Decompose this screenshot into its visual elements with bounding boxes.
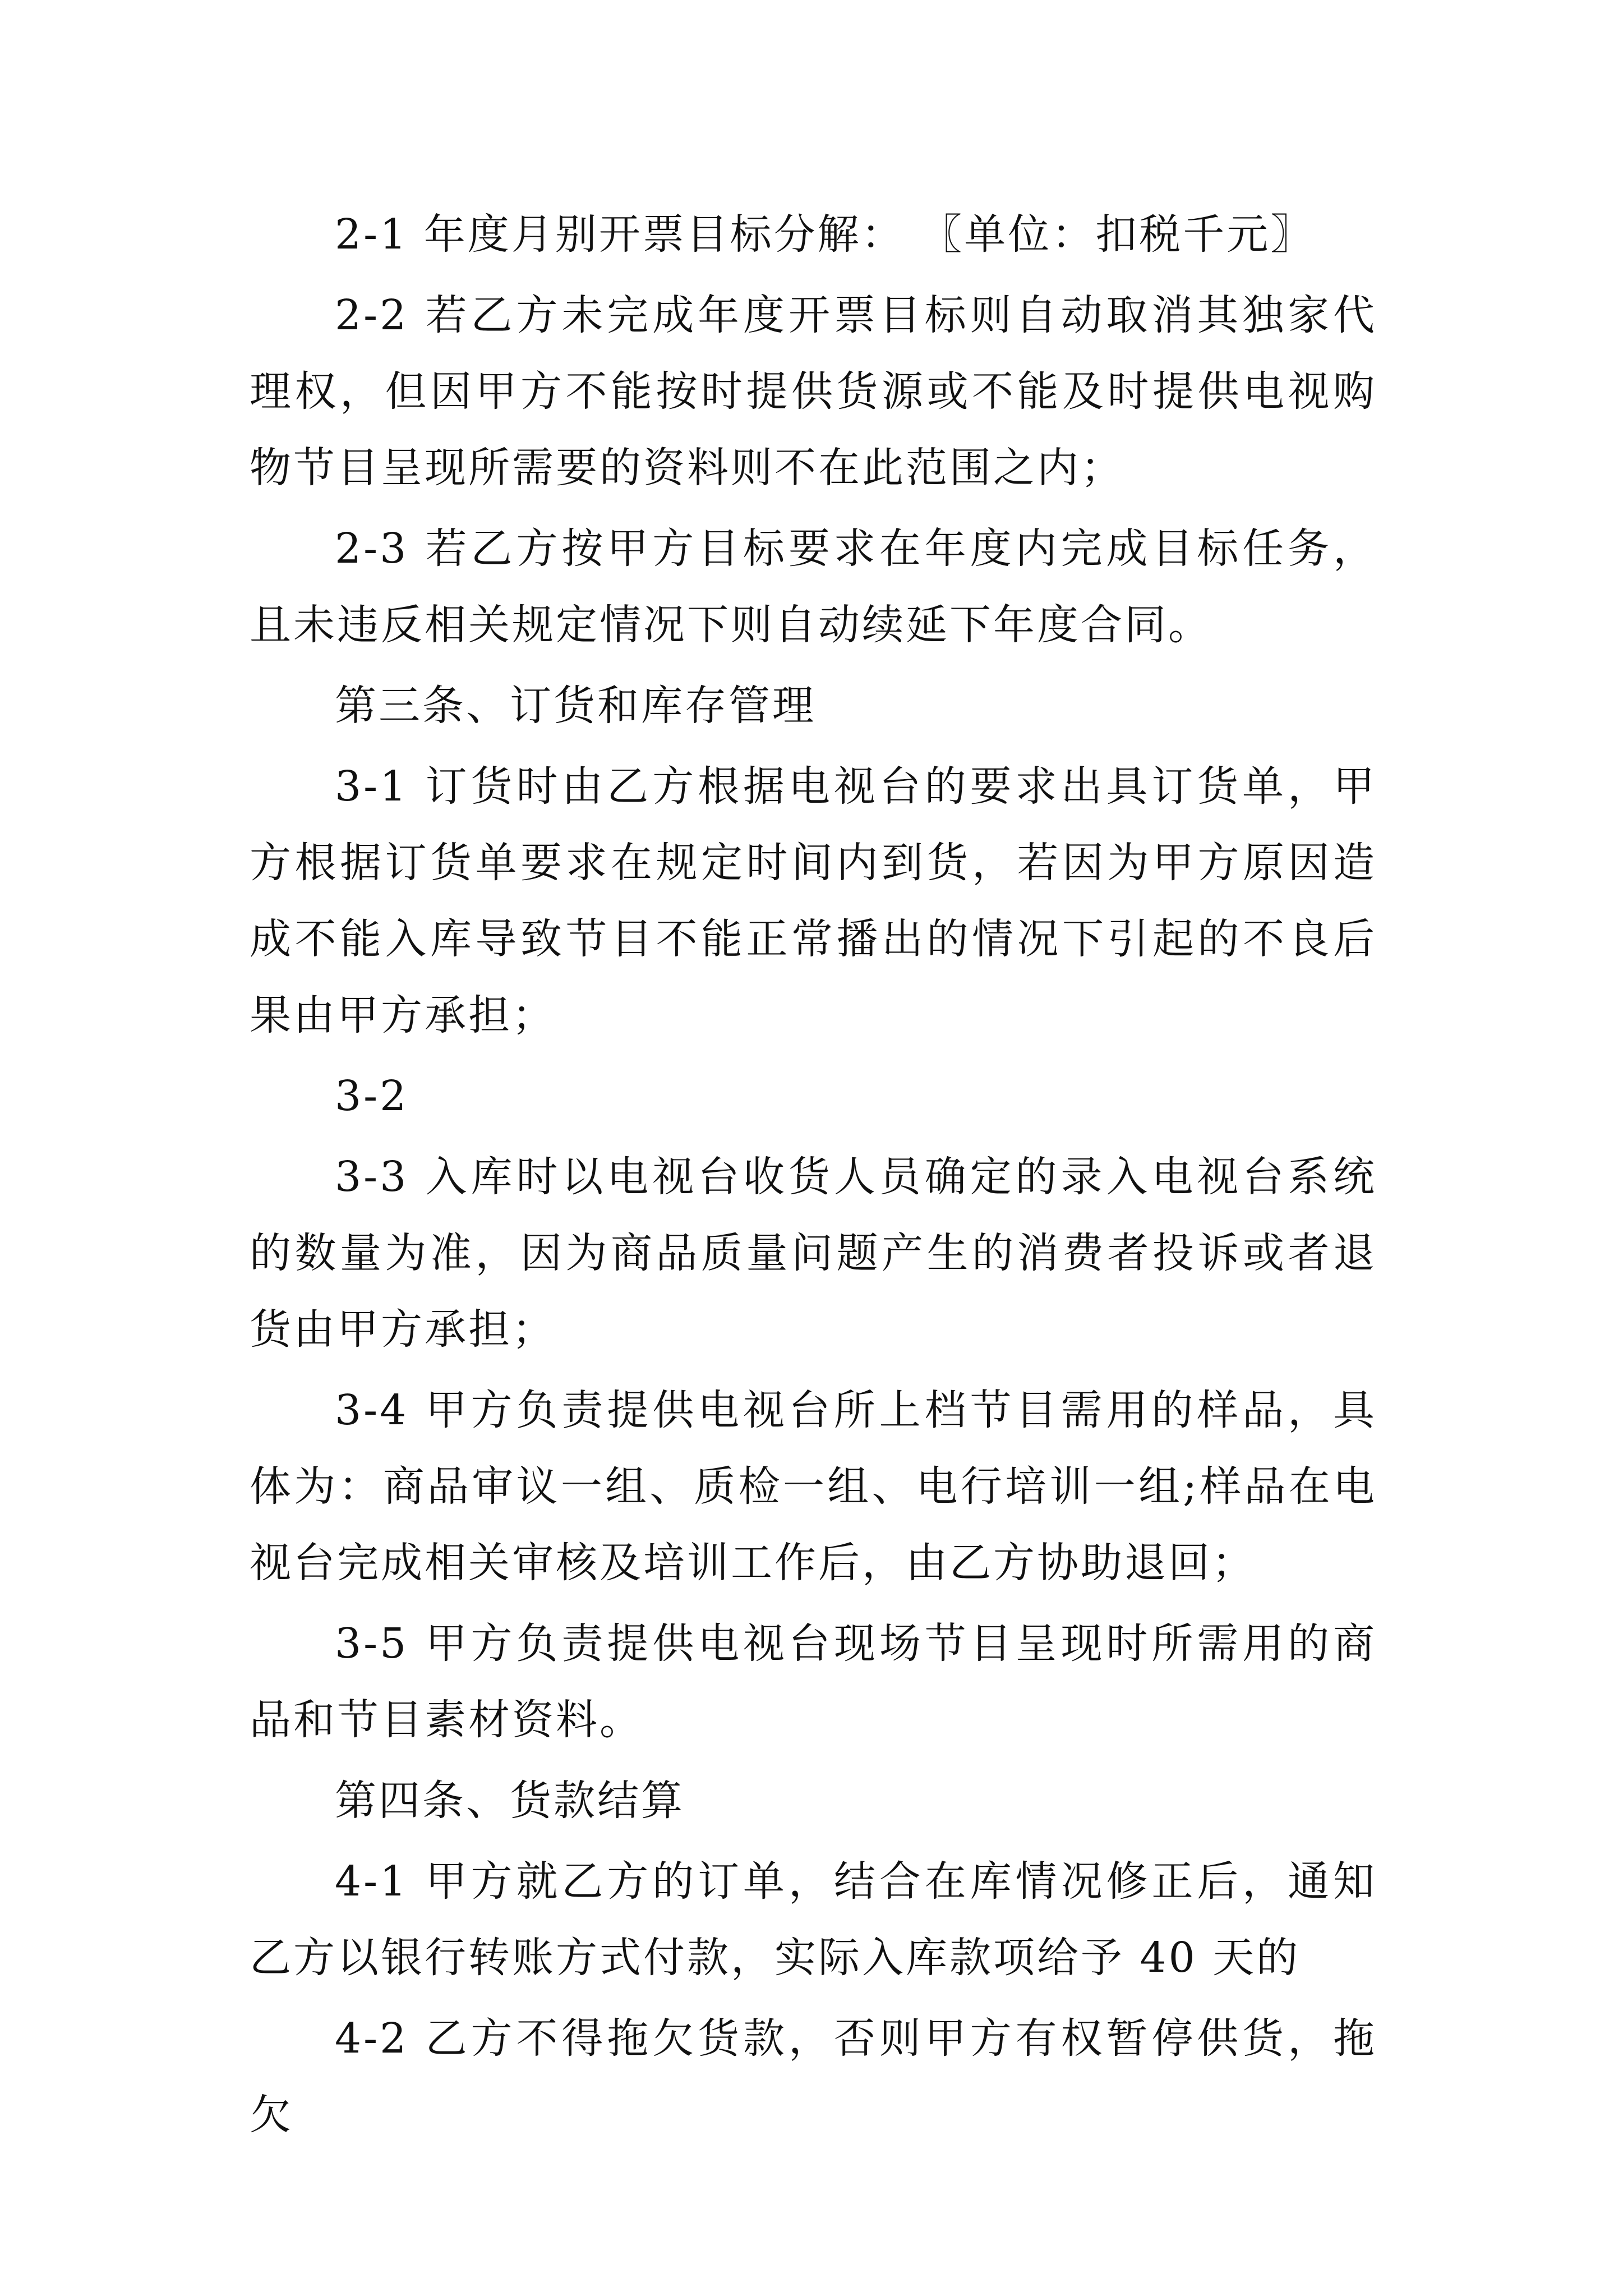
- paragraph-3-4: 3-4 甲方负责提供电视台所上档节目需用的样品，具体为：商品审议一组、质检一组、电行培训一组;样品在电视台完成相关审核及培训工作后，由乙方协助退回；: [250, 1386, 1377, 1587]
- paragraph-3-5: 3-5 甲方负责提供电视台现场节目呈现时所需用的商品和节目素材资料。: [250, 1619, 1377, 1744]
- section-heading-article-4: 第四条、货款结算: [335, 1777, 685, 1825]
- paragraph-4-1: 4-1 甲方就乙方的订单，结合在库情况修正后，通知乙方以银行转账方式付款，实际入库款项给予 40 天的: [250, 1857, 1377, 1982]
- paragraph-2-2: 2-2 若乙方未完成年度开票目标则自动取消其独家代理权，但因甲方不能按时提供货源或不能及时提供电视购物节目呈现所需要的资料则不在此范围之内；: [250, 291, 1377, 492]
- paragraph-3-3: 3-3 入库时以电视台收货人员确定的录入电视台系统的数量为准，因为商品质量问题产生的消费者投诉或者退货由甲方承担；: [250, 1153, 1377, 1354]
- section-heading-article-3: 第三条、订货和库存管理: [335, 682, 816, 730]
- paragraph-2-3: 2-3 若乙方按甲方目标要求在年度内完成目标任务，且未违反相关规定情况下则自动续延下年度合同。: [250, 524, 1377, 649]
- paragraph-2-1: 2-1 年度月别开票目标分解： 〖单位：扣税千元〗: [335, 210, 1315, 259]
- paragraph-4-2: 4-2 乙方不得拖欠货款，否则甲方有权暂停供货，拖欠: [250, 2014, 1377, 2139]
- paragraph-3-2: 3-2: [335, 1072, 409, 1120]
- paragraph-3-1: 3-1 订货时由乙方根据电视台的要求出具订货单，甲方根据订货单要求在规定时间内到货，若因为甲方原因造成不能入库导致节目不能正常播出的情况下引起的不良后果由甲方承担；: [250, 762, 1377, 1039]
- document-body: [250, 196, 1377, 2157]
